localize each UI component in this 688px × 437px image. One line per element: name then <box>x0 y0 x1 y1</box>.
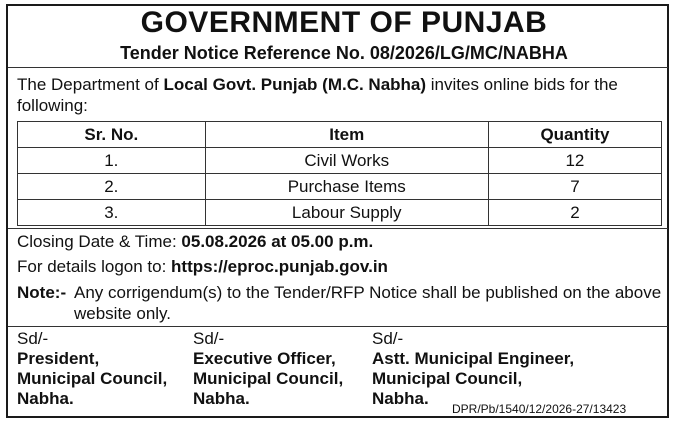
dpr-code: DPR/Pb/1540/12/2026-27/13423 <box>452 402 627 416</box>
cell-sr-no: 3. <box>18 200 206 226</box>
sd-mark: Sd/- <box>17 329 49 348</box>
details-url: https://eproc.punjab.gov.in <box>171 257 388 276</box>
items-table <box>17 121 662 226</box>
signatory-engineer <box>372 329 574 409</box>
closing-value: 05.08.2026 at 05.00 p.m. <box>181 232 374 251</box>
department-name: Local Govt. Punjab (M.C. Nabha) <box>163 75 427 94</box>
cell-item: Civil Works <box>205 148 488 174</box>
cell-item: Purchase Items <box>205 174 488 200</box>
header-quantity: Quantity <box>488 122 661 148</box>
tender-reference: Tender Notice Reference No. 08/2026/LG/MC/NABHA <box>120 43 568 63</box>
signatory-president <box>17 329 167 409</box>
signatory-council: Municipal Council, <box>17 369 168 388</box>
signatory-title: President, <box>17 349 100 368</box>
signatory-place: Nabha. <box>17 389 74 408</box>
note-block <box>17 282 667 324</box>
header-sr-no: Sr. No. <box>18 122 206 148</box>
signatory-council: Municipal Council, <box>193 369 344 388</box>
table-row <box>18 200 662 226</box>
signatory-place: Nabha. <box>193 389 250 408</box>
note-label: Note:- <box>17 283 67 302</box>
intro-paragraph <box>17 74 667 116</box>
signatory-council: Municipal Council, <box>372 369 523 388</box>
closing-label: Closing Date & Time: <box>17 232 182 251</box>
intro-after: invites online bids for the following: <box>17 75 618 115</box>
signatory-place: Nabha. <box>372 389 429 408</box>
details-line <box>17 256 388 278</box>
signatory-executive-officer <box>193 329 343 409</box>
divider-bottom <box>8 326 668 327</box>
divider-mid <box>8 228 668 229</box>
table-header-row <box>18 122 662 148</box>
cell-sr-no: 1. <box>18 148 206 174</box>
cell-quantity: 12 <box>488 148 661 174</box>
details-label: For details logon to: <box>17 257 172 276</box>
cell-quantity: 2 <box>488 200 661 226</box>
intro-before: The Department of <box>17 75 164 94</box>
cell-sr-no: 2. <box>18 174 206 200</box>
table-row <box>18 174 662 200</box>
notice-title: GOVERNMENT OF PUNJAB <box>140 6 548 39</box>
note-text: Any corrigendum(s) to the Tender/RFP Notice shall be published on the above website only. <box>74 283 662 323</box>
cell-quantity: 7 <box>488 174 661 200</box>
signatory-title: Astt. Municipal Engineer, <box>372 349 575 368</box>
sd-mark: Sd/- <box>193 329 225 348</box>
signatory-title: Executive Officer, <box>193 349 336 368</box>
sd-mark: Sd/- <box>372 329 404 348</box>
closing-date-line <box>17 231 373 253</box>
header-item: Item <box>205 122 488 148</box>
divider-top <box>8 67 668 68</box>
cell-item: Labour Supply <box>205 200 488 226</box>
table-row <box>18 148 662 174</box>
